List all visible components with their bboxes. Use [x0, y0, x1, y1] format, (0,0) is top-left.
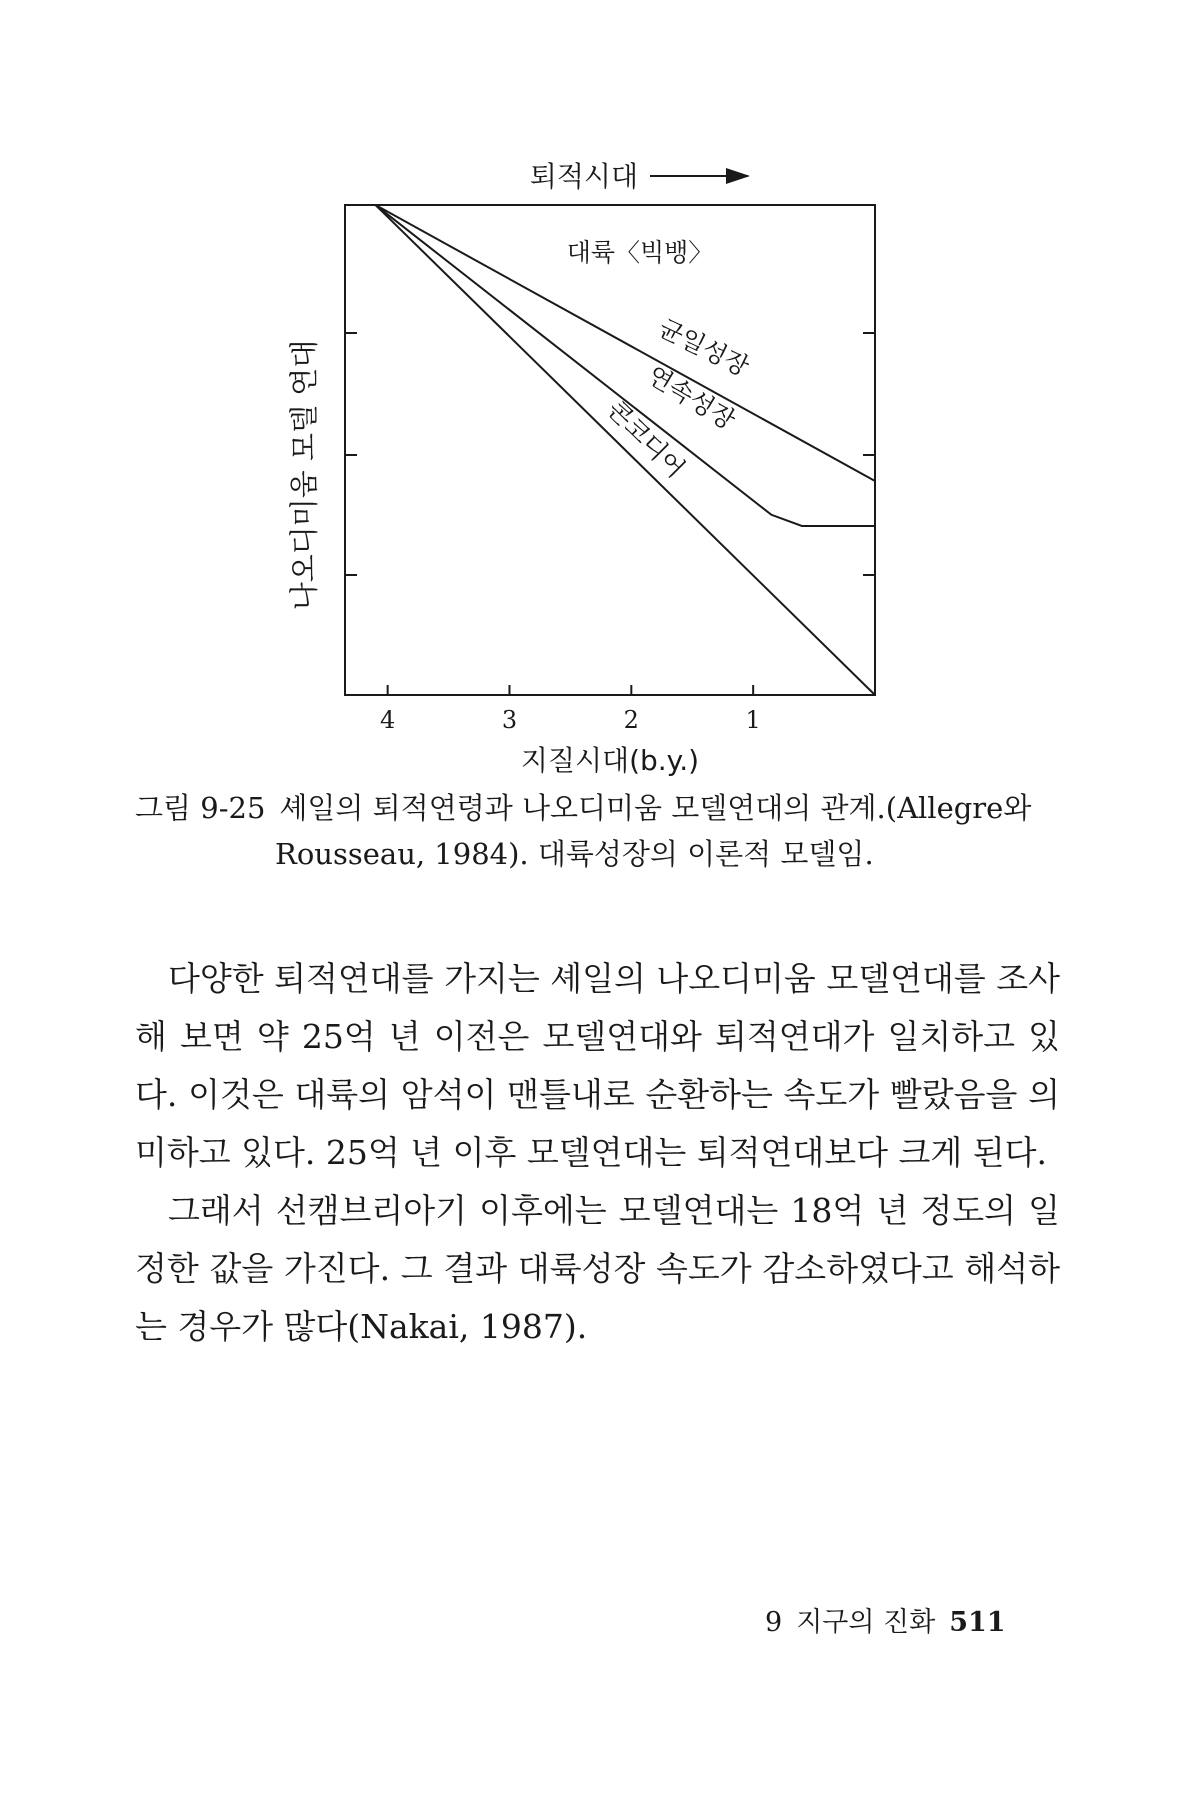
series-label-continent: 대륙〈빅뱅〉 — [566, 238, 714, 267]
y-axis-label: 나오디미움 모델 연대 — [287, 339, 321, 611]
series-label-concordia: 콘코디어 — [601, 394, 691, 484]
body-text — [135, 950, 1060, 1356]
series-line-3 — [376, 205, 876, 695]
page-number: 511 — [949, 1607, 1006, 1638]
caption-line-2: Rousseau, 1984). 대륙성장의 이론적 모델임. — [275, 837, 874, 871]
body-paragraph-2: 그래서 선캠브리아기 이후에는 모델연대는 18억 년 정도의 일정한 값을 가진다. 그 결과 대륙성장 속도가 감소하였다고 해석하는 경우가 많다(Nakai, 1987). — [135, 1191, 1060, 1346]
x-tick-label-3: 3 — [501, 706, 518, 734]
figure-chart — [0, 0, 1200, 800]
series-lines — [376, 205, 876, 695]
caption-label: 그림 9-25 — [135, 791, 266, 825]
caption-line-1: 셰일의 퇴적연령과 나오디미움 모델연대의 관계.(Allegre와 — [279, 791, 1032, 825]
x-axis-label: 지질시대(b.y.) — [520, 744, 700, 777]
chapter-number: 9 — [765, 1607, 783, 1638]
series-label-uniform-growth: 균일성장 — [653, 313, 754, 382]
top-axis-label: 퇴적시대 — [529, 160, 638, 193]
x-tick-label-1: 1 — [745, 706, 761, 734]
x-tick-label-2: 2 — [623, 706, 639, 734]
x-tick-label-4: 4 — [380, 706, 396, 734]
frame-ticks — [345, 333, 875, 575]
chapter-title: 지구의 진화 — [796, 1607, 936, 1638]
x-axis-ticks — [380, 685, 761, 734]
page-footer — [765, 1600, 1006, 1639]
series-label-continuous-growth: 연속성장 — [642, 360, 741, 436]
body-paragraph-1: 다양한 퇴적연대를 가지는 셰일의 나오디미움 모델연대를 조사해 보면 약 25억 년 이전은 모델연대와 퇴적연대가 일치하고 있다. 이것은 대륙의 암석이 맨틀내로 순환하는 속도가 빨랐음을 의미하고 있다. 25억 년 이후 모델연대는 퇴적연대보다 크게 된다. — [135, 959, 1060, 1172]
figure-caption — [135, 785, 1060, 877]
plot-frame — [345, 205, 875, 695]
